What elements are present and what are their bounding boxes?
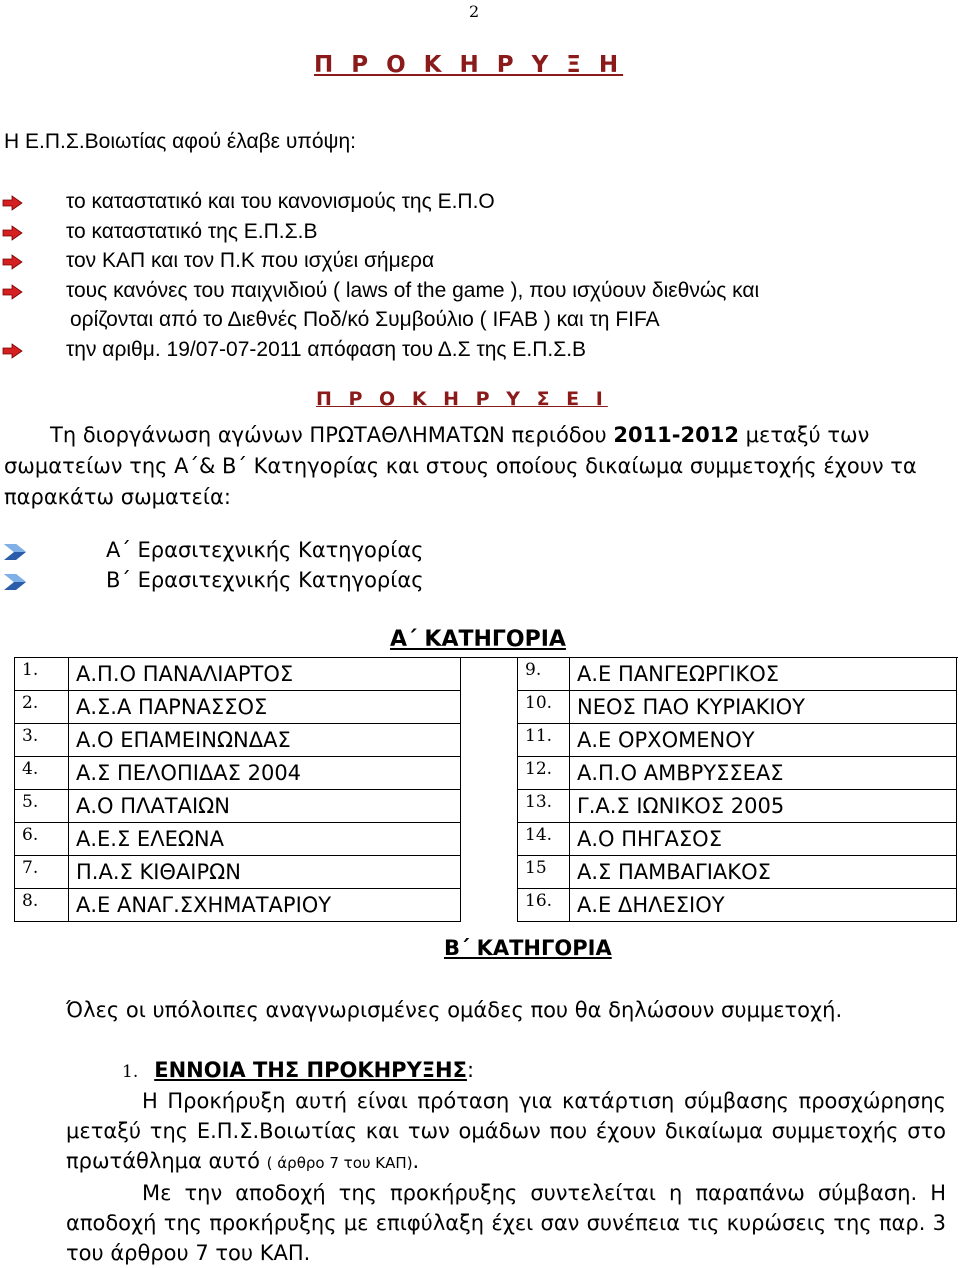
team-name: Α.Ε.Σ ΕΛΕΩΝΑ: [69, 823, 461, 856]
table-row: [518, 757, 957, 790]
section-colon: :: [466, 1058, 475, 1082]
consideration-text: ορίζονται από το Διεθνές Ποδ/κό Συμβούλιο ( IFAB ) και τη FIFA: [70, 308, 660, 331]
announcement-part1: Τη διοργάνωση αγώνων ΠΡΩΤΑΘΛΗΜΑΤΩΝ περιόδου: [50, 423, 614, 447]
team-name: Α.Ε ΑΝΑΓ.ΣΧΗΜΑΤΑΡΙΟΥ: [69, 889, 461, 922]
team-number: 2.: [15, 691, 69, 724]
team-name: Α.Σ ΠΕΛΟΠΙΔΑΣ 2004: [69, 757, 461, 790]
table-row: [15, 658, 461, 691]
article-reference: ( άρθρο 7 του ΚΑΠ): [266, 1154, 413, 1172]
intro-text: Η Ε.Π.Σ.Βοιωτίας αφού έλαβε υπόψη:: [4, 130, 357, 153]
team-name: Γ.Α.Σ ΙΩΝΙΚΟΣ 2005: [570, 790, 957, 823]
announcement-paragraph: [4, 420, 954, 513]
team-number: 14.: [518, 823, 570, 856]
teams-table-left: [14, 657, 461, 922]
section-number: 1.: [122, 1062, 139, 1082]
team-name: ΝΕΟΣ ΠΑΟ ΚΥΡΙΑΚΙΟΥ: [570, 691, 957, 724]
team-name: Α.Ε ΟΡΧΟΜΕΝΟΥ: [570, 724, 957, 757]
table-row: [518, 823, 957, 856]
table-row: [518, 790, 957, 823]
consideration-text: το καταστατικό της Ε.Π.Σ.Β: [66, 219, 318, 243]
table-row: [518, 658, 957, 691]
paragraph-end: .: [412, 1149, 420, 1173]
blue-chevron-icon: [2, 543, 28, 561]
table-row: [518, 724, 957, 757]
consideration-text: το καταστατικό και του κανονισμούς της Ε.Π.Ο: [66, 190, 495, 213]
list-item: [0, 338, 960, 368]
red-arrow-icon: [2, 195, 23, 211]
table-row: [15, 691, 461, 724]
team-number: 10.: [518, 691, 570, 724]
red-arrow-icon: [2, 225, 23, 241]
team-name: Α.Σ ΠΑΜΒΑΓΙΑΚΟΣ: [570, 856, 957, 889]
teams-table-right: [517, 657, 957, 922]
team-number: 8.: [15, 889, 69, 922]
team-name: Α.Ε ΔΗΛΕΣΙΟΥ: [570, 889, 957, 922]
category-b-text: Όλες οι υπόλοιπες αναγνωρισμένες ομάδες που θα δηλώσουν συμμετοχή.: [66, 998, 843, 1022]
page-title: Π Ρ Ο Κ Η Ρ Υ Ξ Η: [314, 52, 624, 78]
consideration-text: τον ΚΑΠ και τον Π.Κ που ισχύει σήμερα: [66, 249, 435, 272]
team-name: Α.Π.Ο ΠΑΝΑΛΙΑΡΤΟΣ: [69, 658, 461, 691]
list-item: [0, 308, 960, 338]
page-number: 2: [469, 2, 480, 21]
team-number: 13.: [518, 790, 570, 823]
list-item: [0, 190, 960, 220]
table-row: [15, 757, 461, 790]
table-row: [15, 889, 461, 922]
red-arrow-icon: [2, 254, 23, 270]
section-paragraph-2: [66, 1178, 946, 1268]
considerations-list: [0, 190, 960, 367]
table-row: [518, 691, 957, 724]
paragraph-text: Με την αποδοχή της προκήρυξης συντελείται η παραπάνω σύμβαση. Η αποδοχή της προκήρυξης με επιφύλαξη έχει σαν συνέπεια τις κυρώσεις της παρ. 3 του άρθρου 7 του ΚΑΠ.: [66, 1181, 946, 1265]
team-name: Α.Σ.Α ΠΑΡΝΑΣΣΟΣ: [69, 691, 461, 724]
team-number: 7.: [15, 856, 69, 889]
announcement-period: 2011-2012: [613, 423, 739, 447]
category-b-title: Β΄ ΚΑΤΗΓΟΡΙΑ: [444, 936, 612, 960]
list-item: [0, 249, 960, 279]
team-name: Α.Ο ΠΗΓΑΣΟΣ: [570, 823, 957, 856]
team-number: 16.: [518, 889, 570, 922]
category-label: Β΄ Ερασιτεχνικής Κατηγορίας: [106, 568, 424, 592]
red-arrow-icon: [2, 343, 23, 359]
list-item: [0, 220, 960, 250]
team-number: 4.: [15, 757, 69, 790]
table-row: [518, 889, 957, 922]
team-number: 12.: [518, 757, 570, 790]
team-name: Α.Ο ΠΛΑΤΑΙΩΝ: [69, 790, 461, 823]
section-body: [66, 1086, 946, 1268]
team-number: 5.: [15, 790, 69, 823]
red-arrow-icon: [2, 284, 23, 300]
subtitle: Π Ρ Ο Κ Η Ρ Υ Σ Ε Ι: [316, 388, 608, 410]
table-row: [15, 823, 461, 856]
section-title: ΕΝΝΟΙΑ ΤΗΣ ΠΡΟΚΗΡΥΞΗΣ: [154, 1058, 467, 1082]
category-label: Α΄ Ερασιτεχνικής Κατηγορίας: [106, 538, 424, 562]
team-name: Α.Π.Ο ΑΜΒΡΥΣΣΕΑΣ: [570, 757, 957, 790]
table-row: [15, 856, 461, 889]
table-row: [15, 790, 461, 823]
announcement-part2: μεταξύ των σωματείων της Α΄& Β΄ Κατηγορίας και στους οποίους δικαίωμα συμμετοχής έχουν τα παρακάτω σωματεία:: [4, 423, 917, 509]
team-number: 1.: [15, 658, 69, 691]
table-row: [15, 724, 461, 757]
blue-chevron-icon: [2, 573, 28, 591]
team-number: 3.: [15, 724, 69, 757]
table-row: [518, 856, 957, 889]
team-number: 15: [518, 856, 570, 889]
team-name: Α.Ο ΕΠΑΜΕΙΝΩΝΔΑΣ: [69, 724, 461, 757]
team-number: 11.: [518, 724, 570, 757]
team-number: 6.: [15, 823, 69, 856]
consideration-text: τους κανόνες του παιχνιδιού ( laws of the game ), που ισχύουν διεθνώς και: [66, 278, 760, 302]
team-name: Α.Ε ΠΑΝΓΕΩΡΓΙΚΟΣ: [570, 658, 957, 691]
category-a-title: Α΄ ΚΑΤΗΓΟΡΙΑ: [390, 627, 566, 652]
consideration-text: την αριθμ. 19/07-07-2011 απόφαση του Δ.Σ της Ε.Π.Σ.Β: [66, 337, 587, 361]
paragraph-text: Η Προκήρυξη αυτή είναι πρόταση για κατάρτιση σύμβασης προσχώρησης μεταξύ της Ε.Π.Σ.Βοιωτίας και των ομάδων που έχουν δικαίωμα συμμετοχής στο πρωτάθλημα αυτό: [66, 1089, 946, 1173]
list-item: [0, 279, 960, 309]
section-paragraph-1: [66, 1086, 946, 1178]
team-number: 9.: [518, 658, 570, 691]
team-name: Π.Α.Σ ΚΙΘΑΙΡΩΝ: [69, 856, 461, 889]
section-heading: [122, 1058, 474, 1082]
